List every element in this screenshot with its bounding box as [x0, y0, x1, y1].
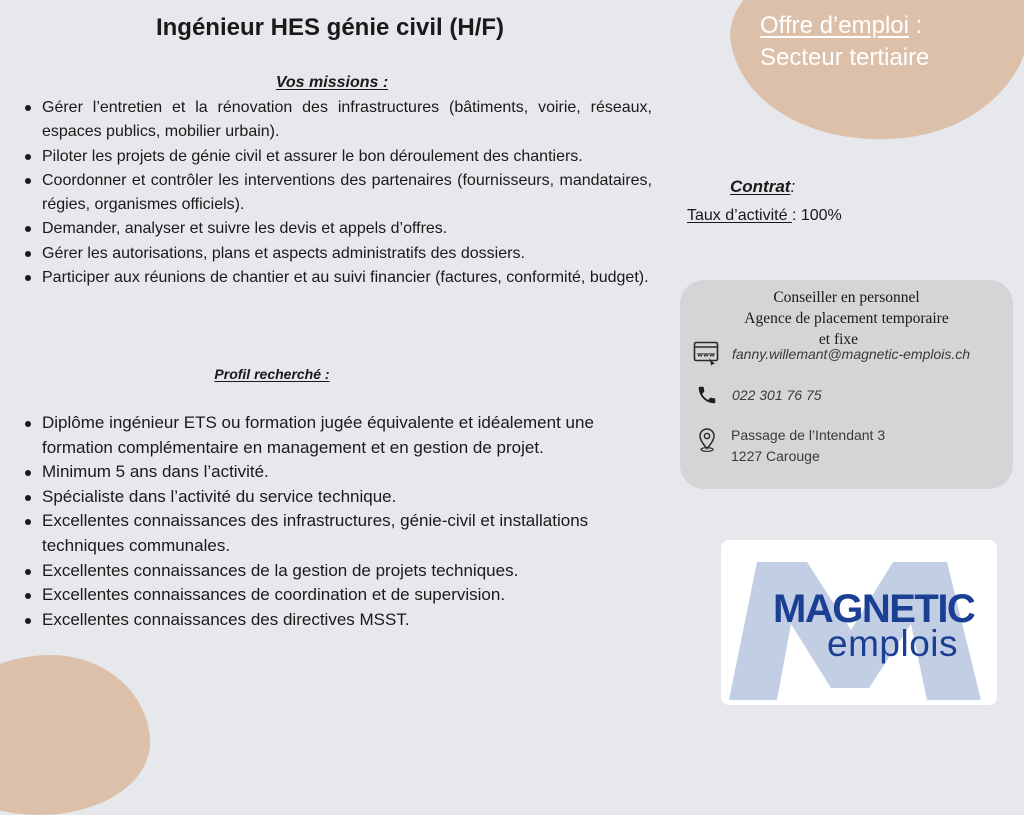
logo-brand: MAGNETIC [773, 587, 975, 631]
location-pin-icon [697, 427, 717, 453]
contact-heading [680, 287, 1013, 350]
contact-role: Conseiller en personnel [773, 289, 920, 306]
contact-agency-type: et fixe [818, 331, 859, 348]
offer-colon: : [908, 12, 923, 39]
offer-label: Offre d’emploi [760, 12, 909, 39]
profil-item: Diplôme ingénieur ETS ou formation jugée équivalente et idéalement une formation complémentaire en management et en gestion de projet. [22, 411, 662, 460]
mission-item: Coordonner et contrôler les interventions des partenaires (fournisseurs, mandataires, régies, organismes officiels). [22, 169, 652, 218]
taux-label: Taux d’activité [687, 207, 792, 224]
profil-item: Excellentes connaissances de la gestion de projets techniques. [22, 559, 662, 584]
contact-address-line1: Passage de l’Intendant 3 [731, 427, 886, 443]
phone-icon [696, 384, 718, 406]
missions-heading: Vos missions : [275, 74, 389, 91]
contrat-heading [730, 177, 795, 197]
logo-sub: emplois [827, 623, 958, 664]
mission-item: Gérer les autorisations, plans et aspects administratifs des dossiers. [22, 242, 652, 266]
taux-value: : 100% [791, 207, 842, 224]
contact-phone[interactable]: 022 301 76 75 [732, 387, 822, 403]
contrat-heading-colon: : [790, 177, 796, 196]
mission-item: Gérer l’entretien et la rénovation des infrastructures (bâtiments, voirie, réseaux, espaces publics, mobilier urbain). [22, 96, 652, 145]
profil-list [22, 411, 662, 632]
offer-sector: Secteur tertiaire [760, 44, 930, 71]
magnetic-emplois-logo [721, 540, 997, 705]
mission-item: Participer aux réunions de chantier et au suivi financier (factures, conformité, budget). [22, 266, 652, 290]
contact-agency: Agence de placement temporaire [744, 310, 949, 327]
svg-text:www: www [696, 350, 716, 359]
mission-item: Demander, analyser et suivre les devis et appels d’offres. [22, 217, 652, 241]
missions-list [22, 96, 652, 290]
contact-email[interactable]: fanny.willemant@magnetic-emplois.ch [732, 346, 971, 362]
profil-item: Minimum 5 ans dans l’activité. [22, 460, 662, 485]
offer-title [760, 10, 1020, 74]
taux-activite [687, 207, 842, 225]
profil-item: Excellentes connaissances de coordination et de supervision. [22, 583, 662, 608]
job-title: Ingénieur HES génie civil (H/F) [155, 14, 505, 41]
contact-address-line2: 1227 Carouge [731, 448, 820, 464]
mission-item: Piloter les projets de génie civil et assurer le bon déroulement des chantiers. [22, 145, 652, 169]
contact-card [680, 280, 1013, 489]
profil-item: Spécialiste dans l’activité du service technique. [22, 485, 662, 510]
profil-heading: Profil recherché : [214, 366, 330, 382]
www-icon [693, 340, 719, 366]
profil-item: Excellentes connaissances des directives MSST. [22, 608, 662, 633]
decorative-blob-bottom-left [0, 655, 150, 815]
profil-item: Excellentes connaissances des infrastructures, génie-civil et installations techniques communales. [22, 509, 662, 558]
contrat-heading-label: Contrat [730, 177, 791, 196]
